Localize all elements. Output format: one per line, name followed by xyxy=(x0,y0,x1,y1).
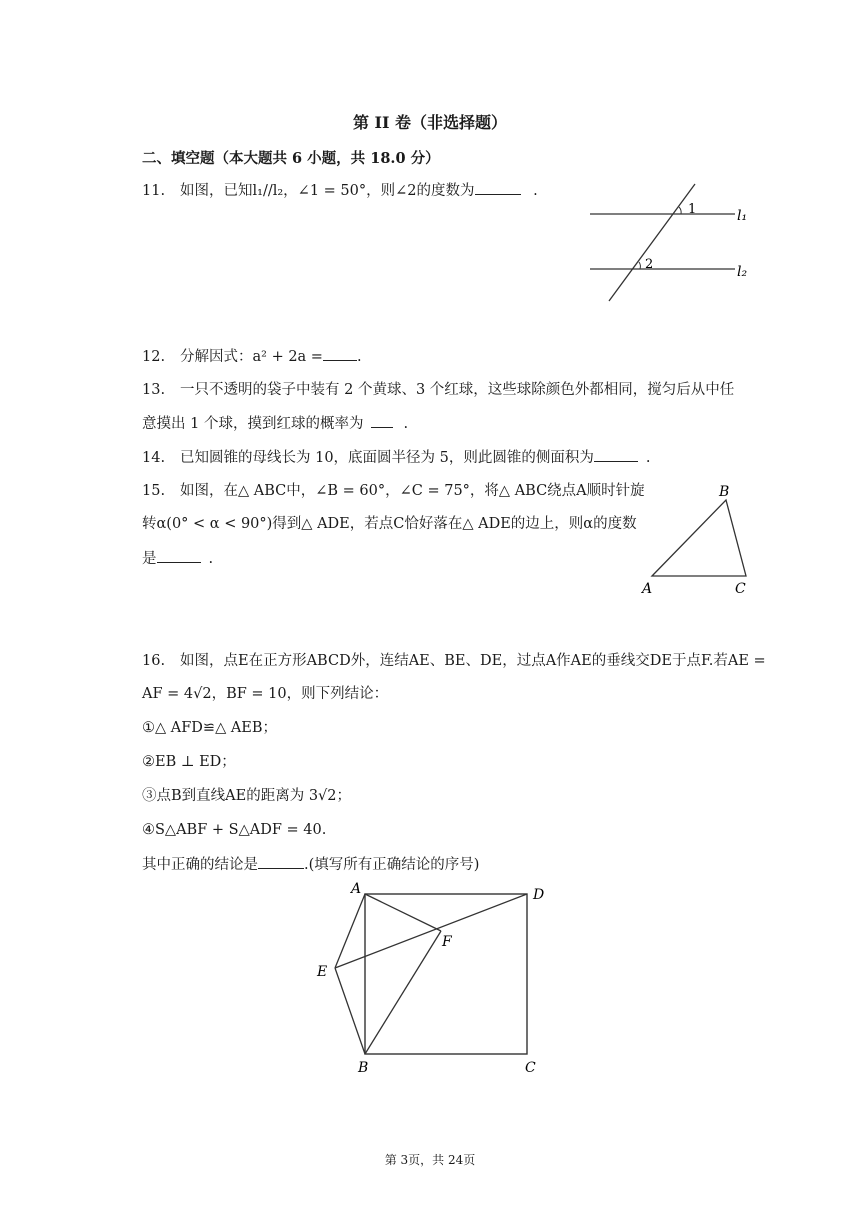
section-heading: 二、填空题（本大题共 6 小题，共 18.0 分） xyxy=(142,150,440,167)
question-text-line2: AF = 4√2，BF = 10，则下列结论： xyxy=(142,686,389,702)
vertex-b-label: B xyxy=(358,1060,369,1076)
question-tail: . xyxy=(356,349,362,365)
answer-blank xyxy=(323,346,357,361)
question-text: 如图，已知l₁//l₂，∠1 = 50°，则∠2的度数为 xyxy=(180,183,475,199)
question-11 xyxy=(142,180,538,201)
answer-blank xyxy=(371,413,393,428)
question-text-line1: 如图，点E在正方形ABCD外，连结AE、BE、DE，过点A作AE的垂线交DE于点F.若AE = xyxy=(180,653,766,669)
answer-blank xyxy=(157,548,201,563)
question-16-ask xyxy=(142,854,479,875)
line-l2-label: l₂ xyxy=(737,264,748,280)
question-tail: . xyxy=(533,183,538,199)
answer-blank xyxy=(594,447,638,462)
parallel-lines-figure xyxy=(585,180,760,305)
question-text-line2: 意摸出 1 个球，摸到红球的概率为 xyxy=(142,416,364,432)
question-14 xyxy=(142,447,651,468)
question-text: 已知圆锥的母线长为 10，底面圆半径为 5，则此圆锥的侧面积为 xyxy=(180,450,594,466)
angle-1-label: 1 xyxy=(688,202,697,217)
conclusion-3: ③点B到直线AE的距离为 3√2； xyxy=(142,788,352,804)
question-15-line2 xyxy=(142,514,637,534)
question-15 xyxy=(142,481,645,501)
vertex-a-label: A xyxy=(642,581,653,597)
page-footer: 第 3页，共 24页 xyxy=(384,1153,476,1167)
question-text-line1: 一只不透明的袋子中装有 2 个黄球、3 个红球，这些球除颜色外都相同，搅匀后从中任 xyxy=(180,382,735,398)
question-number: 15. xyxy=(142,483,166,499)
conclusion-2: ②EB ⊥ ED； xyxy=(142,754,236,770)
question-number: 12. xyxy=(142,349,166,365)
conclusion-4: ④S△ABF + S△ADF = 40. xyxy=(142,822,327,838)
question-text-line1: 如图，在△ ABC中，∠B = 60°，∠C = 75°，将△ ABC绕点A顺时针旋 xyxy=(180,483,645,499)
point-f-label: F xyxy=(442,934,452,950)
question-text-line2: 转α(0° < α < 90°)得到△ ADE，若点C恰好落在△ ADE的边上，则α的度数 xyxy=(142,516,637,532)
question-12 xyxy=(142,346,362,367)
triangle-abc-figure xyxy=(638,483,758,598)
question-13-line2 xyxy=(142,413,408,434)
question-number: 16. xyxy=(142,653,166,669)
page-title: 第 II 卷（非选择题） xyxy=(352,113,508,132)
question-16-line2 xyxy=(142,684,388,704)
square-abcd-figure xyxy=(305,878,555,1078)
line-l1-label: l₁ xyxy=(737,208,748,224)
ask-tail: .(填写所有正确结论的序号) xyxy=(304,857,480,873)
answer-blank xyxy=(475,180,521,195)
point-e-label: E xyxy=(317,964,328,980)
vertex-d-label: D xyxy=(533,887,545,903)
question-16 xyxy=(142,651,766,671)
question-13 xyxy=(142,380,734,400)
vertex-a-label: A xyxy=(351,881,362,897)
question-text: 分解因式：a² + 2a = xyxy=(180,349,323,365)
question-tail: . xyxy=(645,450,651,466)
answer-blank xyxy=(258,854,304,869)
question-number: 14. xyxy=(142,450,166,466)
question-number: 11. xyxy=(142,183,166,199)
ask-text: 其中正确的结论是 xyxy=(142,857,258,873)
vertex-b-label: B xyxy=(719,484,730,500)
vertex-c-label: C xyxy=(525,1060,536,1076)
angle-2-label: 2 xyxy=(645,257,654,272)
question-tail: . xyxy=(208,551,214,567)
question-number: 13. xyxy=(142,382,166,398)
conclusion-1: ①△ AFD≌△ AEB； xyxy=(142,720,278,736)
question-tail: . xyxy=(403,416,409,432)
question-text-line3: 是 xyxy=(142,551,157,567)
question-15-line3 xyxy=(142,548,213,569)
vertex-c-label: C xyxy=(735,581,746,597)
